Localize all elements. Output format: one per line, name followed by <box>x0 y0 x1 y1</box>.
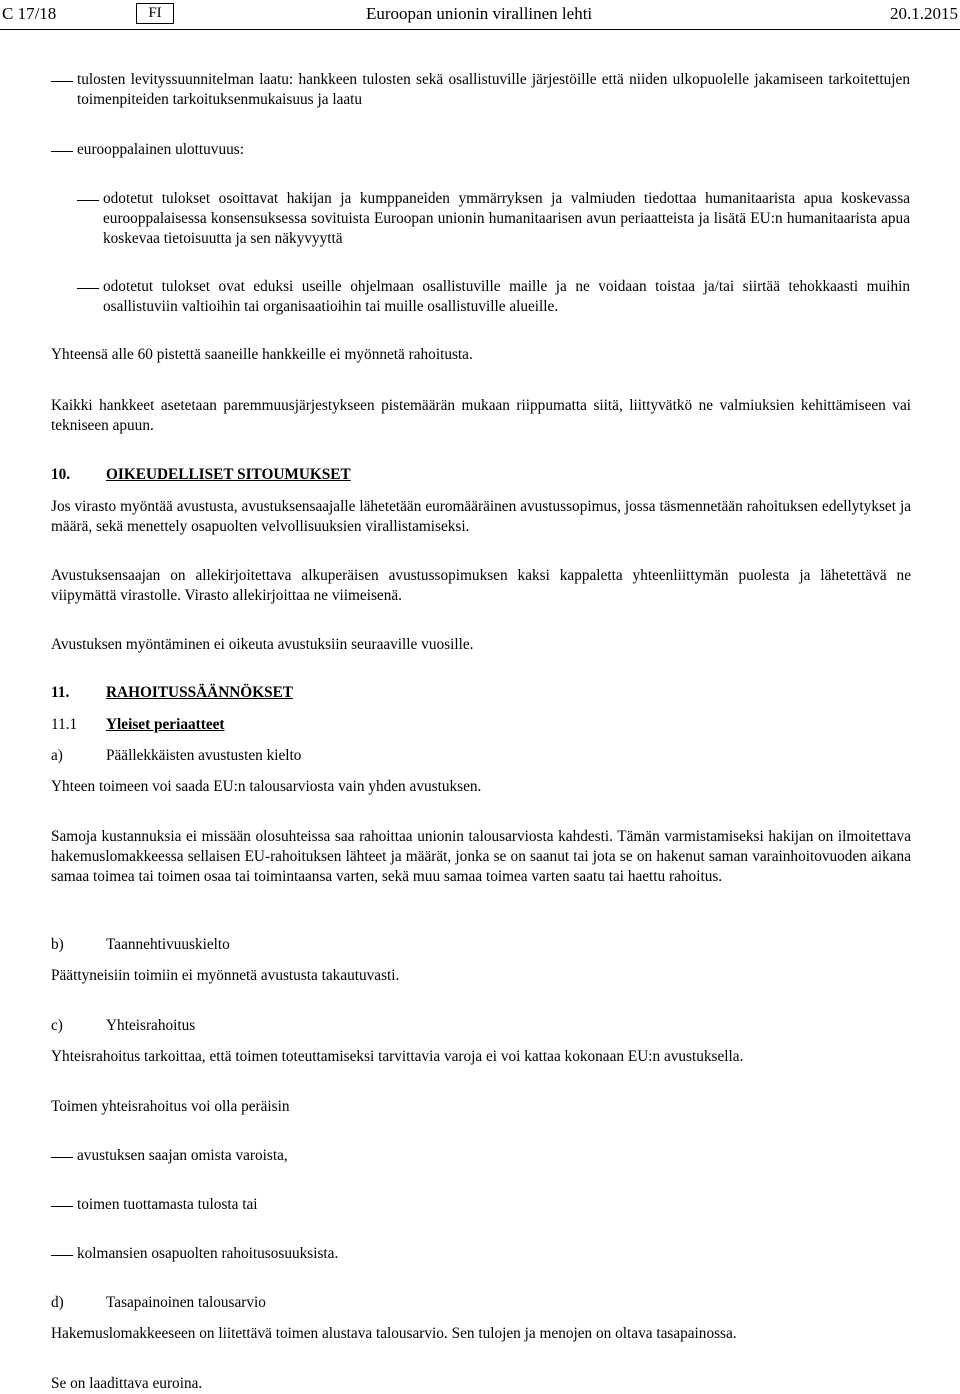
cofinancing-source-3: kolmansien osapuolten rahoitusosuuksista. <box>77 1245 339 1262</box>
dash-bullet <box>51 1255 73 1256</box>
section-11-number: 11. <box>51 684 70 701</box>
journal-issue-code: C 17/18 <box>2 4 57 23</box>
sub-bullet-expected-results-2: odotetut tulokset ovat eduksi useille ohjelmaan osallistuville maille ja ne voidaan toistaa ja/tai siirtää tehokkaasti muihin osallistuviin valtioihin tai organisaatioihin tai muille osallistuville alueille. <box>103 278 910 315</box>
paragraph-total-score: Yhteensä alle 60 pistettä saaneille hankkeille ei myönnetä rahoitusta. <box>51 346 473 363</box>
item-b-label: b) <box>51 936 64 953</box>
section-11-title: RAHOITUSSÄÄNNÖKSET <box>106 684 294 701</box>
language-badge: FI <box>136 3 174 24</box>
section-11-1-number: 11.1 <box>51 716 78 733</box>
item-d-title: Tasapainoinen talousarvio <box>106 1294 266 1311</box>
item-c-paragraph-2: Toimen yhteisrahoitus voi olla peräisin <box>51 1098 290 1115</box>
dash-bullet <box>51 151 73 152</box>
item-b-title: Taannehtivuuskielto <box>106 936 230 953</box>
journal-title: Euroopan unionin virallinen lehti <box>366 4 593 23</box>
dash-bullet <box>77 200 99 201</box>
sub-bullet-expected-results-1: odotetut tulokset osoittavat hakijan ja kumppaneiden ymmärryksen ja valmiuden tiedottaa humanitaarista apua koskevassa eurooppalaisessa konsensuksessa sovituista Euroopan unionin humanitaarisen avun periaatteista ja lisätä EU:n humanitaarista apua koskevaa tietoisuutta ja sen näkyvyyttä <box>103 190 910 247</box>
dash-bullet <box>51 81 73 82</box>
cofinancing-source-2: toimen tuottamasta tulosta tai <box>77 1196 258 1213</box>
section-11-1-title: Yleiset periaatteet <box>106 716 225 733</box>
item-a-paragraph-2: Samoja kustannuksia ei missään olosuhteissa saa rahoittaa unionin talousarviosta kahdesti. Tämän varmistamiseksi hakijan on ilmoitettava hakemuslomakkeessa sellaisen EU-rahoituksen lähteet ja määrät, jonka se on saanut tai jota se on hakenut saman varainhoitovuoden aikana samaa toimea tai toimen osaa tai toimintaansa varten, sekä muu samaa toimea varten saatu tai haettu rahoitus. <box>51 828 911 885</box>
publication-date: 20.1.2015 <box>890 4 958 23</box>
item-c-paragraph-1: Yhteisrahoitus tarkoittaa, että toimen toteuttamiseksi tarvittavia varoja ei voi kattaa kokonaan EU:n avustuksella. <box>51 1048 744 1065</box>
section-10-paragraph-2: Avustuksensaajan on allekirjoitettava alkuperäisen avustussopimuksen kaksi kappaletta yhteenliittymän puolesta ja lähetettävä ne viipymättä virastolle. Virasto allekirjoittaa ne viimeisenä. <box>51 567 911 604</box>
item-a-paragraph-1: Yhteen toimeen voi saada EU:n talousarviosta vain yhden avustuksen. <box>51 778 482 795</box>
page-header <box>0 0 960 32</box>
item-d-paragraph-1: Hakemuslomakkeeseen on liitettävä toimen alustava talousarvio. Sen tulojen ja menojen on oltava tasapainossa. <box>51 1325 737 1342</box>
item-a-label: a) <box>51 747 63 764</box>
item-b-paragraph-1: Päättyneisiin toimiin ei myönnetä avustusta takautuvasti. <box>51 967 400 984</box>
item-c-label: c) <box>51 1017 63 1034</box>
section-10-paragraph-3: Avustuksen myöntäminen ei oikeuta avustuksiin seuraaville vuosille. <box>51 636 474 653</box>
item-d-paragraph-2: Se on laadittava euroina. <box>51 1375 203 1392</box>
bullet-dissemination: tulosten levityssuunnitelman laatu: hankkeen tulosten sekä osallistuville järjestöille että niiden ulkopuolelle jakamiseen tarkoitettujen toimenpiteiden tarkoituksenmukaisuus ja laatu <box>77 71 910 108</box>
header-rule <box>0 29 960 30</box>
dash-bullet <box>51 1157 73 1158</box>
item-c-title: Yhteisrahoitus <box>106 1017 196 1034</box>
item-a-title: Päällekkäisten avustusten kielto <box>106 747 302 764</box>
section-10-paragraph-1: Jos virasto myöntää avustusta, avustuksensaajalle lähetetään euromääräinen avustussopimus, jossa täsmennetään rahoituksen edellytykset ja määrä, sekä menettely osapuolten velvollisuuksien virallistamiseksi. <box>51 498 911 535</box>
dash-bullet <box>51 1206 73 1207</box>
bullet-european-dimension: eurooppalainen ulottuvuus: <box>77 141 244 158</box>
item-d-label: d) <box>51 1294 64 1311</box>
section-10-number: 10. <box>51 466 71 483</box>
cofinancing-source-1: avustuksen saajan omista varoista, <box>77 1147 288 1164</box>
dash-bullet <box>77 288 99 289</box>
section-10-title: OIKEUDELLISET SITOUMUKSET <box>106 466 351 483</box>
paragraph-ranking: Kaikki hankkeet asetetaan paremmuusjärjestykseen pistemäärän mukaan riippumatta siitä, liittyvätkö ne valmiuksien kehittämiseen vai tekniseen apuun. <box>51 397 911 434</box>
